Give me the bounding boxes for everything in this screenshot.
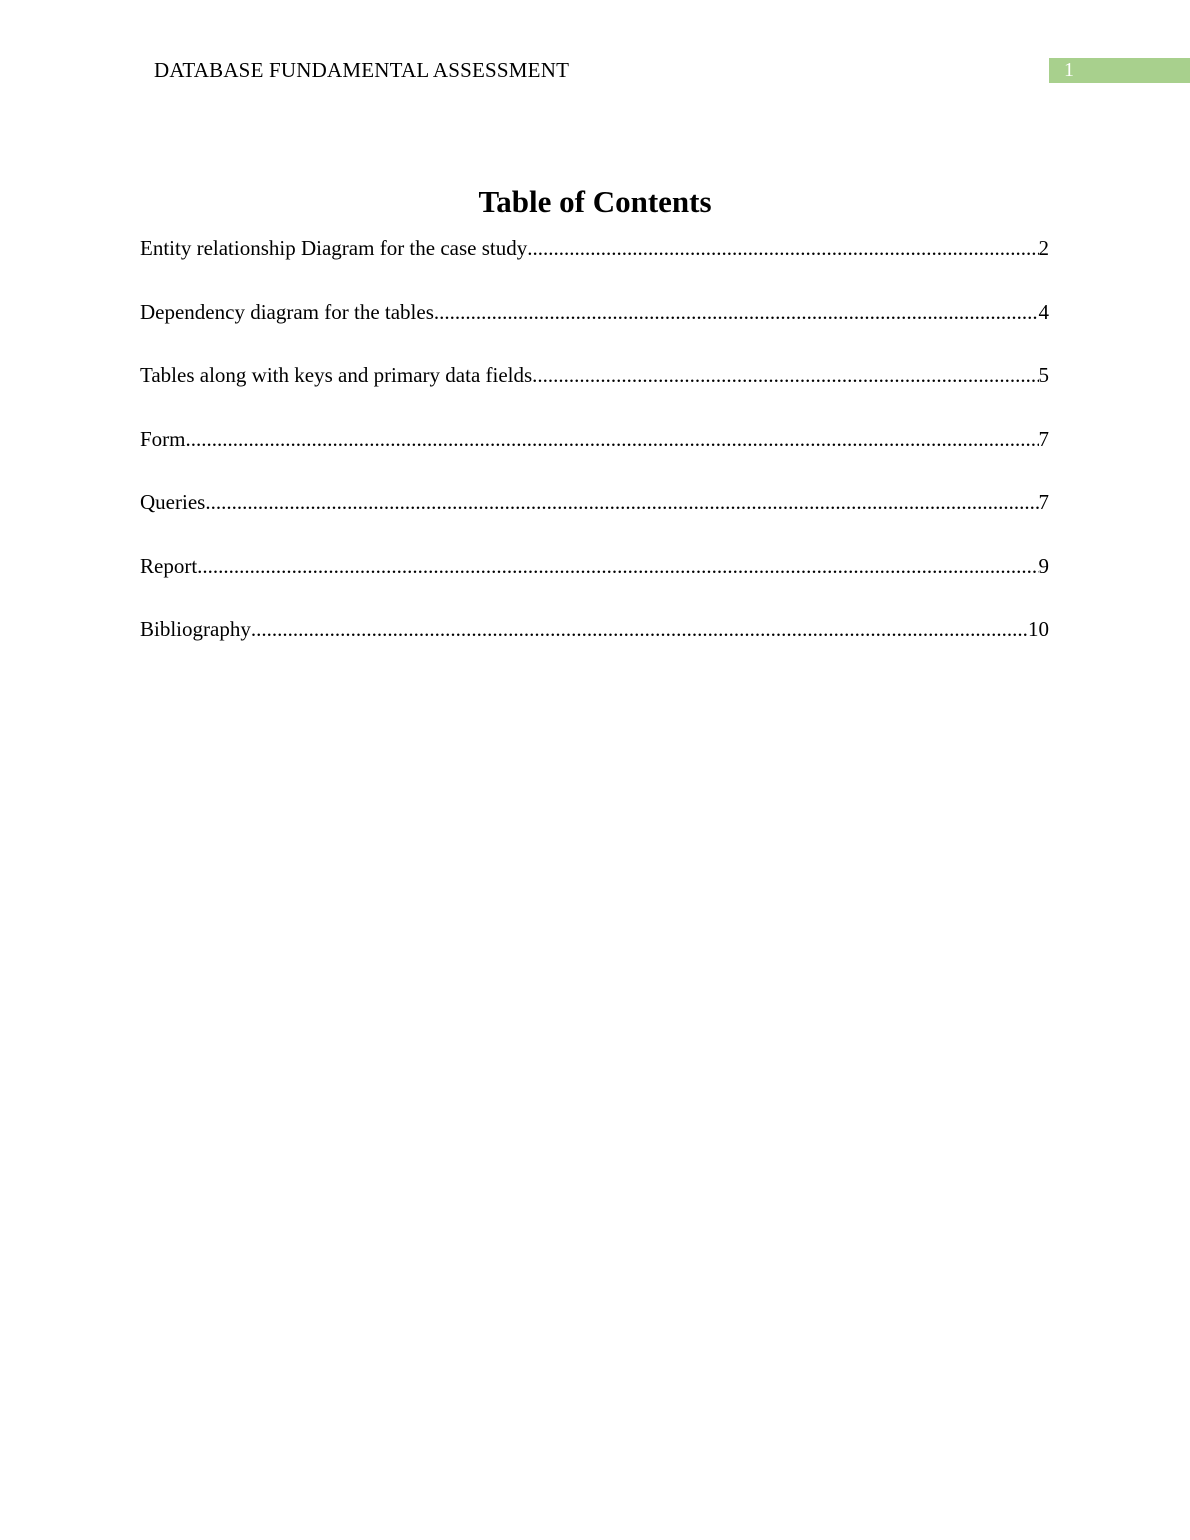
- toc-entry-page: 7: [1038, 426, 1049, 451]
- toc-dot-leader: [186, 422, 1039, 456]
- toc-entry-label: Dependency diagram for the tables: [140, 299, 434, 324]
- toc-entry-label: Tables along with keys and primary data fields: [140, 363, 533, 387]
- toc-heading: Table of Contents: [478, 183, 712, 219]
- running-header-title: DATABASE FUNDAMENTAL ASSESSMENT: [154, 58, 570, 82]
- toc-entry-page: 4: [1038, 299, 1049, 324]
- toc-dot-leader: [251, 612, 1028, 646]
- toc-entry-label: Report: [140, 553, 198, 578]
- toc-dot-leader: [434, 295, 1039, 329]
- toc-dot-leader: [197, 549, 1038, 583]
- toc-dot-leader: [532, 358, 1038, 392]
- toc-dot-leader: [205, 485, 1038, 519]
- toc-entry-label: Form: [140, 426, 186, 451]
- toc-entry-page: 9: [1038, 553, 1049, 578]
- toc-entry-label: Entity relationship Diagram for the case study: [140, 236, 528, 260]
- toc-entry-bibliography[interactable]: [140, 612, 1049, 676]
- toc-entry-label: Queries: [140, 490, 206, 514]
- toc-list: [140, 231, 1049, 676]
- page-number-badge: 1: [1049, 58, 1190, 83]
- toc-entry-tables-keys[interactable]: [140, 358, 1049, 422]
- toc-entry-entity-relationship-diagram[interactable]: [140, 231, 1049, 295]
- toc-entry-form[interactable]: [140, 422, 1049, 486]
- toc-entry-page: 10: [1028, 617, 1049, 641]
- toc-entry-queries[interactable]: [140, 485, 1049, 549]
- toc-entry-page: 5: [1038, 363, 1049, 387]
- toc-entry-dependency-diagram[interactable]: [140, 295, 1049, 359]
- toc-entry-report[interactable]: [140, 549, 1049, 613]
- toc-entry-page: 2: [1038, 236, 1049, 260]
- toc-dot-leader: [527, 231, 1038, 265]
- toc-entry-page: 7: [1038, 490, 1049, 514]
- toc-entry-label: Bibliography: [140, 617, 251, 641]
